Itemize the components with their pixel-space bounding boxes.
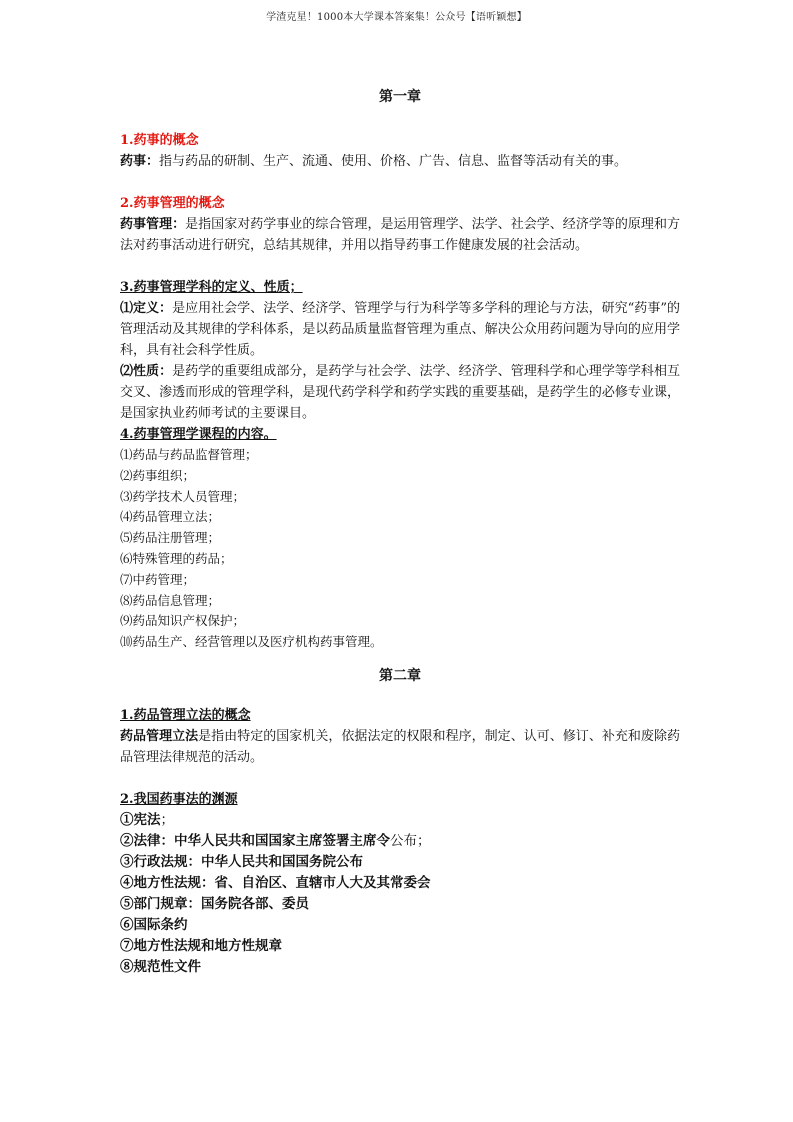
definition-text: 是指由特定的国家机关，依据法定的权限和程序，制定、认可、修订、补充和废除药品管理法律规范的活动。 [120, 728, 680, 765]
list-item: ①宪法； [120, 811, 174, 828]
list-item: ⑦地方性法规和地方性规章 [120, 937, 282, 954]
list-item: ⑧规范性文件 [120, 958, 201, 975]
chapter-title: 第一章 [379, 89, 421, 105]
list-item: ⑸药品注册管理； [120, 530, 221, 546]
list-item: ⑻药品信息管理； [120, 592, 221, 608]
list-item: ⑺中药管理； [120, 571, 196, 587]
definition-paragraph [120, 151, 680, 172]
chapter-title: 第二章 [379, 667, 421, 684]
section-heading: 1.药事的概念 [120, 133, 199, 148]
list-item: ⑷药品管理立法； [120, 509, 221, 525]
list-item: ⑥国际条约 [120, 916, 188, 933]
list-item: ⑽药品生产、经营管理以及医疗机构药事管理。 [120, 634, 383, 650]
definition-paragraph [120, 726, 680, 768]
definition-text: 是指国家对药学事业的综合管理，是运用管理学、法学、社会学、经济学等的原理和方法对药事活动进行研究，总结其规律，并用以指导药事工作健康发展的社会活动。 [120, 217, 680, 253]
document-body [120, 78, 680, 978]
term: ⑵性质： [120, 364, 173, 379]
list-item: ⑹特殊管理的药品； [120, 550, 233, 566]
list-item: ⑤部门规章：国务院各部、委员 [120, 895, 309, 912]
section-heading: 4.药事管理学课程的内容。 [120, 427, 277, 442]
nature-text: 是药学的重要组成部分，是药学与社会学、法学、经济学、管理科学和心理学等学科相互交叉、渗透而形成的管理学科，是现代药学科学和药学实践的重要基础，是药学生的必修专业课，是国家执业药师考试的主要课目。 [120, 364, 680, 421]
list-item: ②法律：中华人民共和国国家主席签署主席令公布； [120, 832, 431, 849]
list-item: ④地方性法规：省、自治区、直辖市人大及其常委会 [120, 874, 431, 891]
page-header: 学渣克星！1000本大学课本答案集！公众号【语听颖想】 [266, 12, 527, 23]
term: 药事： [120, 154, 160, 169]
term: ⑴定义： [120, 301, 173, 316]
section-heading: 3.药事管理学科的定义、性质； [120, 280, 303, 295]
list-item: ⑼药品知识产权保护； [120, 613, 246, 629]
term: 药事管理： [120, 217, 186, 232]
definition-paragraph [120, 214, 680, 256]
section-heading: 1.药品管理立法的概念 [120, 707, 251, 723]
list-item: ⑴药品与药品监督管理； [120, 447, 258, 462]
definition-text: 指与药品的研制、生产、流通、使用、价格、广告、信息、监督等活动有关的事。 [159, 154, 628, 169]
definition-paragraph [120, 298, 680, 361]
definition-text: 是应用社会学、法学、经济学、管理学与行为科学等多学科的理论与方法，研究“药事”的管理活动及其规律的学科体系，是以药品质量监督管理为重点、解决公众用药问题为导向的应用学科，具有社会科学性质。 [120, 301, 680, 358]
list-item: ⑶药学技术人员管理； [120, 488, 246, 504]
nature-paragraph [120, 361, 680, 424]
term: 药品管理立法 [120, 728, 199, 744]
section-heading: 2.药事管理的概念 [120, 196, 225, 211]
section-heading: 2.我国药事法的渊源 [120, 791, 238, 807]
list-item: ③行政法规：中华人民共和国国务院公布 [120, 853, 363, 870]
list-item: ⑵药事组织； [120, 467, 196, 483]
